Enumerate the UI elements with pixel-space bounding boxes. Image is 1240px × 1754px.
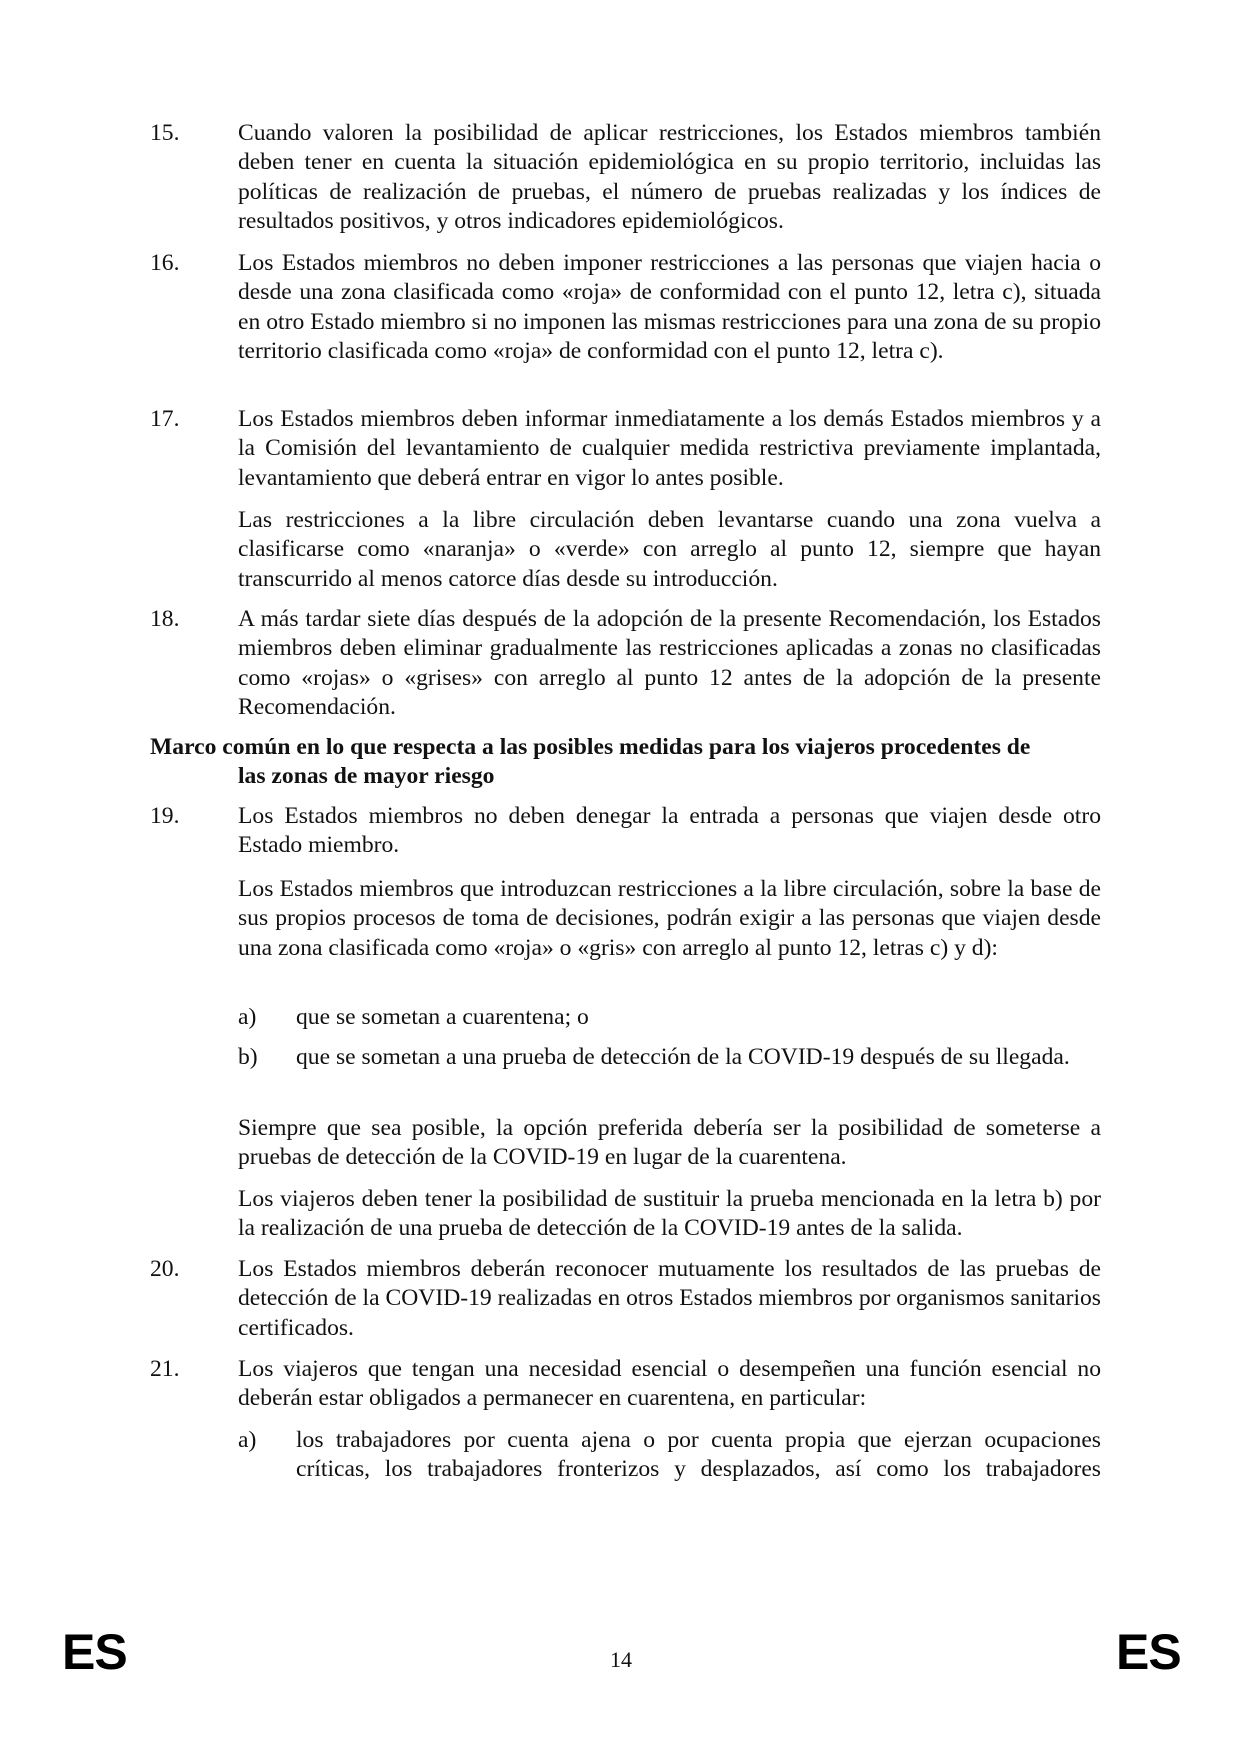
paragraph-19-2: Los Estados miembros que introduzcan restricciones a la libre circulación, sobre la base de sus propios procesos de toma de decisiones, podrán exigir a las personas que viajen desde una zona clasificada como «roja» o «gris» con arreglo al punto 12, letras c) y d): [238, 876, 1101, 961]
paragraph-16: Los Estados miembros no deben imponer restricciones a las personas que viajen hacia o desde una zona clasificada como «roja» de conformidad con el punto 12, letra c), situada en otro Estado miembro si no imponen las mismas restricciones para una zona de su propio territorio clasificada como «roja» de conformidad con el punto 12, letra c). [238, 250, 1101, 364]
paragraph-17-1: Los Estados miembros deben informar inmediatamente a los demás Estados miembros y a la Comisión del levantamiento de cualquier medida restrictiva previamente implantada, levantamiento que deberá entrar en vigor lo antes posible. [238, 406, 1101, 491]
item-number-19: 19. [150, 803, 180, 829]
paragraph-20: Los Estados miembros deberán reconocer mutuamente los resultados de las pruebas de detección de la COVID-19 realizadas en otros Estados miembros por organismos sanitarios certificados. [238, 1256, 1101, 1341]
item-number-17: 17. [150, 406, 180, 432]
subitem-text-19b: que se sometan a una prueba de detección de la COVID-19 después de su llegada. [296, 1044, 1070, 1070]
paragraph-21: Los viajeros que tengan una necesidad esencial o desempeñen una función esencial no deberán estar obligados a permanecer en cuarentena, en particular: [238, 1356, 1101, 1412]
language-marker-left: ES [62, 1624, 127, 1680]
subitem-text-21a: los trabajadores por cuenta ajena o por cuenta propia que ejerzan ocupaciones críticas, los trabajadores fronterizos y desplazados, así como los trabajadores [296, 1427, 1101, 1483]
item-number-16: 16. [150, 250, 180, 276]
subitem-label-19a: a) [238, 1004, 257, 1030]
paragraph-17-2: Las restricciones a la libre circulación deben levantarse cuando una zona vuelva a clasificarse como «naranja» o «verde» con arreglo al punto 12, siempre que hayan transcurrido al menos catorce días desde su introducción. [238, 507, 1101, 592]
paragraph-19-intro: Los Estados miembros no deben denegar la entrada a personas que viajen desde otro Estado miembro. [238, 803, 1101, 859]
section-heading-line1: Marco común en lo que respecta a las posibles medidas para los viajeros procedentes de [150, 734, 1031, 760]
paragraph-15: Cuando valoren la posibilidad de aplicar restricciones, los Estados miembros también deben tener en cuenta la situación epidemiológica en su propio territorio, incluidas las políticas de realización de pruebas, el número de pruebas realizadas y los índices de resultados positivos, y otros indicadores epidemiológicos. [238, 120, 1101, 234]
section-heading-line2: las zonas de mayor riesgo [238, 763, 495, 790]
paragraph-19-4: Los viajeros deben tener la posibilidad de sustituir la prueba mencionada en la letra b) por la realización de una prueba de detección de la COVID-19 antes de la salida. [238, 1186, 1101, 1242]
item-number-18: 18. [150, 606, 180, 632]
paragraph-18: A más tardar siete días después de la adopción de la presente Recomendación, los Estados miembros deben eliminar gradualmente las restricciones aplicadas a zonas no clasificadas como «rojas» o «grises» con arreglo al punto 12 antes de la adopción de la presente Recomendación. [238, 606, 1101, 720]
item-number-20: 20. [150, 1256, 180, 1282]
paragraph-19-3: Siempre que sea posible, la opción preferida debería ser la posibilidad de someterse a pruebas de detección de la COVID-19 en lugar de la cuarentena. [238, 1115, 1101, 1171]
subitem-label-21a: a) [238, 1427, 257, 1453]
section-heading [150, 733, 1101, 792]
item-number-21: 21. [150, 1356, 180, 1382]
subitem-text-19a: que se sometan a cuarentena; o [296, 1004, 589, 1030]
item-number-15: 15. [150, 120, 180, 146]
language-marker-right: ES [1116, 1624, 1181, 1680]
page-number: 14 [610, 1647, 632, 1672]
subitem-label-19b: b) [238, 1044, 258, 1070]
